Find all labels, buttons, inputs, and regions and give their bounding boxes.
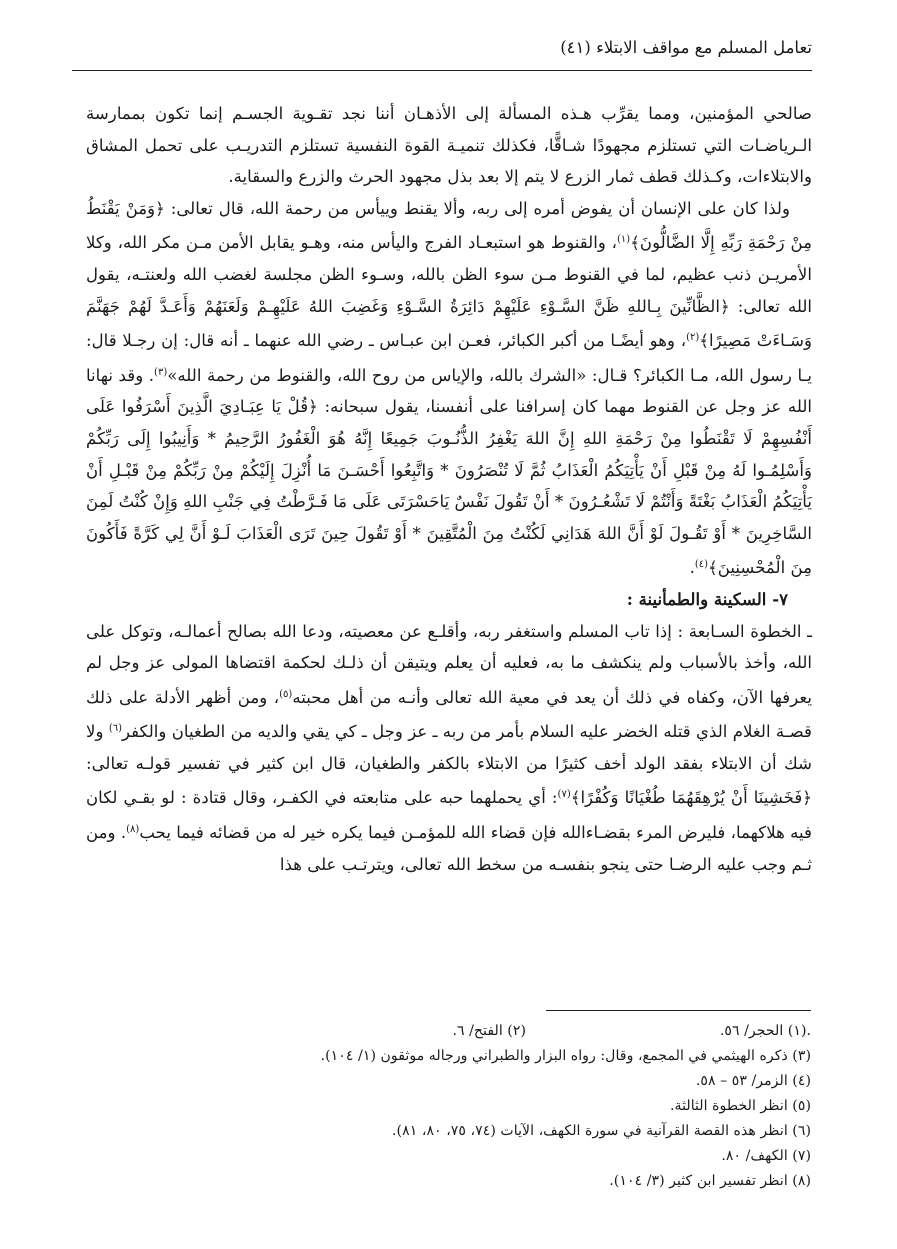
footnote-marker: (١) (617, 234, 631, 246)
footnote-marker: (٦) (108, 723, 122, 735)
paragraph-3-text-a: ـ الخطوة السـابعة : إذا تاب المسلم واستغفر ربه، وأقلـع عن معصيته، ودعا الله بصالح أعمالـه، وتوكل على الله، وأخذ بالأسباب ولم ينكشف ما به، فعليه أن يعلم ويتيقن أن ذلـك لحكمة اقتضاها المولى عز وجل لم يعرفها الآن، وكفاه في ذلك أن يعد في معية الله تعالى وأنـه من أهل محبته (86, 621, 812, 707)
footnote-marker: (٣) (154, 366, 168, 378)
paragraph-2-text-c: ، وهو أيضًـا من أكبر الكبائر، فعـن ابن عبـاس ـ رضي الله عنهما ـ أنه قال: إن رجـلا قال: يـا رسول الله، مـا الكبائر؟ قـال: «الشرك بالله، والإياس من روح الله، والقنوط من رحمة الله» (86, 331, 812, 385)
paragraph-3 (86, 616, 812, 881)
paragraph-2-text-d: . وقد نهانا الله عز وجل عن القنوط مهما كان إسرافنا على أنفسنا، يقول سبحانه: ﴿قُلْ يَا عِبَـادِيَ الَّذِينَ أَسْرَفُوا عَلَى أَنْفُسِهِمْ لَا تَقْنَطُوا مِنْ رَحْمَةِ اللهِ إِنَّ اللهَ يَغْفِرُ الذُّنُـوبَ جَمِيعًا إِنَّهُ هُوَ الْغَفُورُ الرَّحِيمُ * وَأَنِيبُوا إِلَى رَبِّكُمْ وَأَسْلِمُـوا لَهُ مِنْ قَبْلِ أَنْ يَأْتِيَكُمُ الْعَذَابُ ثُمَّ لَا تُنْصَرُونَ * وَاتَّبِعُوا أَحْسَـنَ مَا أُنْزِلَ إِلَيْكُمْ مِنْ رَبِّكُمْ مِنْ قَبْـلِ أَنْ يَأْتِيَكُمُ الْعَذَابُ بَغْتَةً وَأَنْتُمْ لَا تَشْعُـرُونَ * أَنْ تَقُولَ نَفْسٌ يَاحَسْرَتَى عَلَى مَا فَـرَّطْتُ فِي جَنْبِ اللهِ وَإِنْ كُنْتُ لَمِنَ السَّاخِرِينَ * أَوْ تَقُـولَ لَوْ أَنَّ اللهَ هَدَانِي لَكُنْتُ مِنَ الْمُتَّقِينَ * أَوْ تَقُولَ حِينَ تَرَى الْعَذَابَ لَـوْ أَنَّ لِي كَرَّةً فَأَكُونَ مِنَ الْمُحْسِنِينَ﴾ (86, 365, 812, 578)
footnote-marker: (٨) (126, 824, 140, 836)
footnote-marker: (٧) (557, 789, 571, 801)
footnote-1: .(١) الحجر/ ٥٦. (719, 1023, 811, 1039)
paragraph-3-text-d: : أي يحملهما حبه على متابعته في الكفـر، وقال قتادة : لو بقـي لكان فيه هلاكهما، فليرض المرء بقضـاءالله فإن قضاء الله للمؤمـن فيما يكره خير له من قضائه فيما يحب (86, 788, 812, 843)
paragraph-2-text-b: ، والقنوط هو استبعـاد الفرج واليأس منه، وهـو يقابل الأمن مـن مكر الله، وكلا الأمريـن ذنب عظيم، لما في القنوط مـن سوء الظن بالله، وسـوء الظن مجلسة لغضب الله ولعنتـه، يقول الله تعالى: ﴿الظَّانِّينَ بِـاللهِ ظَنَّ السَّـوْءِ عَلَيْهِمْ دَائِرَةُ السَّـوْءِ وَغَضِبَ اللهُ عَلَيْهِـمْ وَلَعَنَهُمْ وَأَعَـدَّ لَهُمْ جَهَنَّمَ وَسَـاءَتْ مَصِيرًا﴾ (86, 233, 813, 351)
paragraph-2-text-a: ولذا كان على الإنسان أن يفوض أمره إلى ربه، وألا يقنط وييأس من رحمة الله، قال تعالى: ﴿وَمَنْ يَقْنَطُ مِنْ رَحْمَةِ رَبِّهِ إِلَّا الضَّالُّونَ﴾ (86, 198, 812, 253)
footnotes (86, 1019, 811, 1194)
paragraph-3-text-b: ، ومن أظهر الأدلة على ذلك قصـة الغلام الذي قتله الخضر عليه السلام بأمر من ربه ـ عز وجل ـ كي يقي والديه من الطغيان والكفر (86, 687, 812, 742)
footnote-8: (٨) انظر تفسير ابن كثير (٣/ ١٠٤). (609, 1173, 811, 1189)
paragraph-1 (86, 98, 812, 193)
footnote-marker: (٥) (279, 688, 293, 700)
footnote-row (86, 1019, 811, 1044)
footnote-6: (٦) انظر هذه القصة القرآنية في سورة الكهف، الآيات (٧٤، ٧٥، ٨٠، ٨١). (392, 1123, 811, 1139)
paragraph-2-text-e: . (689, 558, 695, 578)
paragraph-3-text-c: ولا شك أن الابتلاء بفقد الولد أخف كثيرًا من الابتلاء بالكفر والطغيان، قال ابن كثير في تفسير قولـه تعالى: ﴿فَخَشِينَا أَنْ يُرْهِقَهُمَا طُغْيَانًا وَكُفْرًا﴾ (86, 722, 812, 808)
section-heading: ٧- السكينة والطمأنينة : (626, 588, 788, 609)
header-rule (72, 70, 812, 71)
footnote-marker: (٤) (694, 559, 709, 571)
running-header: تعامل المسلم مع مواقف الابتلاء (٤١) (560, 38, 812, 57)
paragraph-1-text: صالحي المؤمنين، ومما يقرِّب هـذه المسألة إلى الأذهـان أننا نجد تقـوية الجسـم إنما تكون بممارسة الـرياضـات التي تستلزم مجهودًا شـاقًّا، فكذلك تنميـة القوة النفسية تستلزم التدريـب على تحمل المشاق والابتلاءات، وكـذلك قطف ثمار الزرع لا يتم إلا بعد بذل مجهود الحرث والزرع والسقاية. (86, 104, 812, 187)
paragraph-3-text-e: . ومن ثـم وجب عليه الرضـا حتى ينجو بنفسـه من سخط الله تعالى، ويترتـب على هذا (86, 823, 812, 874)
paragraph-2 (86, 193, 812, 584)
footnote-3: (٣) ذكره الهيثمي في المجمع، وقال: رواه البزار والطبراني ورجاله موثقون (١/ ١٠٤). (320, 1048, 811, 1064)
footnote-4: (٤) الزمر/ ٥٣ – ٥٨. (695, 1073, 811, 1089)
footnote-rule (546, 1010, 811, 1011)
footnote-5: (٥) انظر الخطوة الثالثة. (669, 1098, 811, 1114)
main-text (86, 98, 812, 880)
footnote-7: (٧) الكهف/ ٨٠. (721, 1148, 811, 1164)
footnote-marker: (٢) (686, 332, 700, 344)
footnote-2: (٢) الفتح/ ٦. (452, 1023, 526, 1039)
